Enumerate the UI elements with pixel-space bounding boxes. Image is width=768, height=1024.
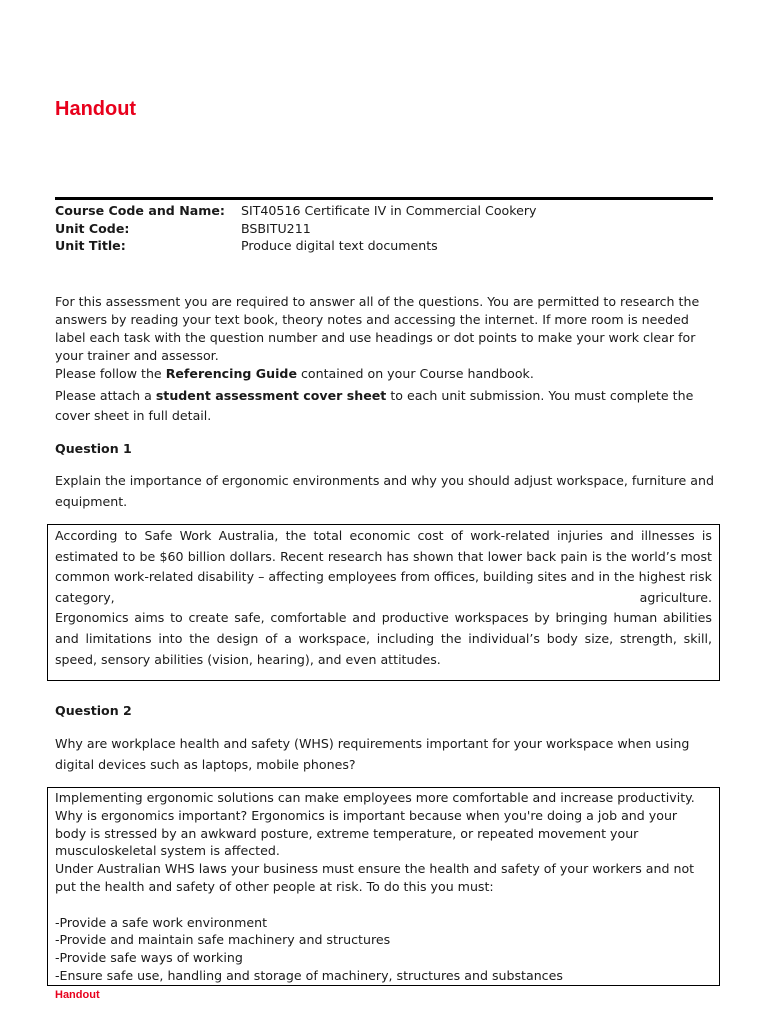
question-2-heading: Question 2 <box>55 703 132 718</box>
answer-1-paragraph-1: According to Safe Work Australia, the total economic cost of work-related injuries and illnesses is estimated to be $60 billion dollars. Recent research has shown that lower back pain is the world’s most common work-related disability – affecting employees from offices, building sites and in the highest risk <box>55 528 712 585</box>
intro-paragraph: For this assessment you are required to answer all of the questions. You are permitted to research the answers by reading your text book, theory notes and accessing the internet. If more room is needed label each task with the question number and use headings or dot points to make your work clear for your trainer and assessor. <box>55 294 700 363</box>
answer-2-bullet: -Provide and maintain safe machinery and structures <box>55 932 391 948</box>
page-title: Handout <box>55 98 137 120</box>
intro-instructions <box>55 293 715 426</box>
answer-2-bullet: -Provide a safe work environment <box>55 914 268 930</box>
answer-1-paragraph-2: Ergonomics aims to create safe, comfortable and productive workspaces by bringing human abilities and limitations into the design of a workspace, including the individual’s body size, strength, skill, speed, sensory abilities (vision, hearing), and even attitudes. <box>55 610 712 667</box>
answer-1-agriculture-word: agriculture. <box>639 589 712 605</box>
unit-title-row <box>55 237 713 255</box>
answer-1-category-line <box>55 588 712 609</box>
course-info-table <box>55 202 713 255</box>
unit-code-row <box>55 220 713 238</box>
question-1-heading: Question 1 <box>55 441 132 456</box>
unit-title-label: Unit Title: <box>55 238 126 253</box>
cover-sheet-suffix: to each unit submission. You must complete the cover sheet in full detail. <box>55 388 694 423</box>
referencing-guide: Referencing Guide <box>165 366 297 381</box>
unit-code-label: Unit Code: <box>55 220 130 236</box>
course-code-row <box>55 202 713 220</box>
cover-sheet-bold: student assessment cover sheet <box>155 388 387 403</box>
answer-2-line: Implementing ergonomic solutions can make employees more comfortable and increase productivity. <box>55 790 695 805</box>
unit-title-value: Produce digital text documents <box>241 238 438 253</box>
question-2-text: Why are workplace health and safety (WHS) requirements important for your workspace when using digital devices such as laptops, mobile phones? <box>55 736 690 772</box>
question-2-answer-box <box>47 787 720 986</box>
header-rule <box>55 197 713 200</box>
cover-sheet-line <box>55 386 715 426</box>
cover-sheet-prefix: Please attach a <box>55 388 156 403</box>
answer-2-spacer <box>55 896 712 914</box>
answer-1-category-word: category, <box>55 589 115 605</box>
footer-label: Handout <box>55 989 100 1001</box>
unit-code-value: BSBITU211 <box>241 220 311 236</box>
question-1-text: Explain the importance of ergonomic environments and why you should adjust workspace, furniture and equipment. <box>55 473 714 509</box>
answer-2-bullet: -Provide safe ways of working <box>55 950 243 966</box>
question-1-answer-box <box>47 524 720 681</box>
referencing-prefix: Please follow the <box>55 366 166 381</box>
answer-2-bullet: -Ensure safe use, handling and storage of machinery, structures and substances <box>55 967 563 983</box>
answer-2-line: Under Australian WHS laws your business must ensure the health and safety of your workers and not put the health and safety of other people at risk. To do this you must: <box>55 861 695 894</box>
referencing-line <box>55 365 715 383</box>
answer-2-line: Why is ergonomics important? Ergonomics is important because when you're doing a job and your body is stressed by an awkward posture, extreme temperature, or repeated movement your musculoskeletal system is affected. <box>55 807 678 859</box>
course-code-value: SIT40516 Certificate IV in Commercial Cookery <box>241 203 537 218</box>
referencing-suffix: contained on your Course handbook. <box>297 366 534 381</box>
course-code-label: Course Code and Name: <box>55 203 225 218</box>
